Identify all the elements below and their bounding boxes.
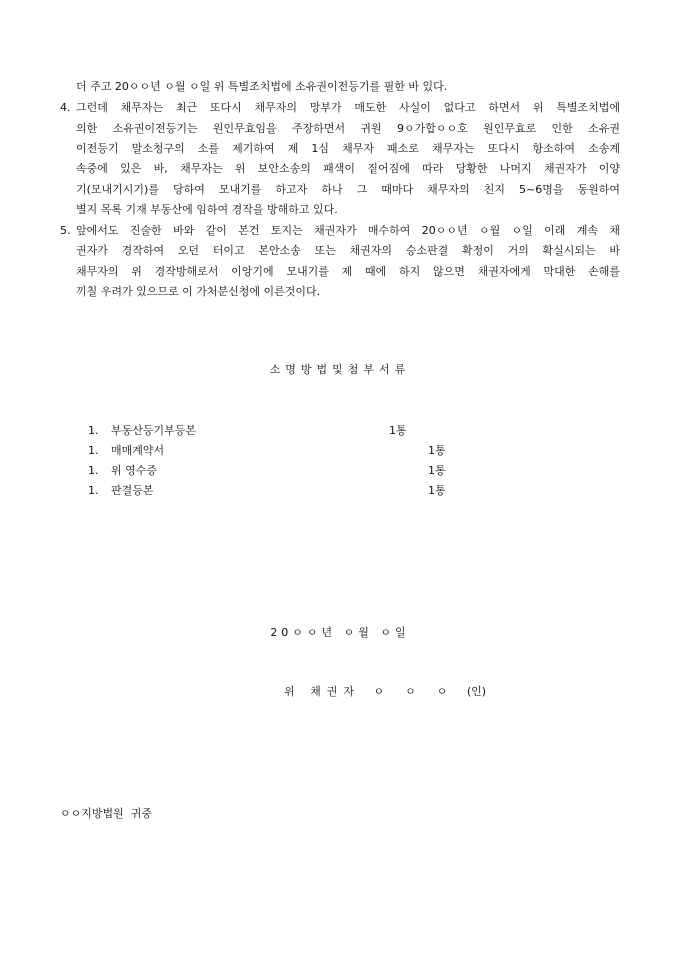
- attachment-name: 판결등본: [111, 484, 154, 497]
- attachment-count: 1통: [428, 464, 446, 477]
- attachment-name: 매매계약서: [111, 444, 165, 457]
- item-number-5: 5.: [60, 224, 71, 237]
- body-line-3: 의한 소유권이전등기는 원인무효임을 주장하면서 귀원 9ㅇ가합ㅇㅇ호 원인무효로 인한 소유권: [76, 122, 620, 135]
- signer-name: ㅇ ㅇ ㅇ: [373, 685, 448, 698]
- body-line-6: 기(모내기시기)를 당하여 모내기를 하고자 하나 그 때마다 채무자의 친지 5~6명을 동원하여: [76, 183, 620, 196]
- body-line-9: 권자가 경작하여 오던 터이고 본안소송 또는 채권자의 승소판결 확정이 거의 확실시되는 바: [76, 244, 620, 257]
- body-line-1: 더 주고 20ㅇㅇ년 ㅇ월 ㅇ일 위 특별조치법에 소유권이전등기를 필한 바 있다.: [76, 80, 448, 93]
- body-line-4: 이전등기 말소청구의 소를 제기하여 제 1심 채무자 패소로 채무자는 또다시 항소하여 소송계: [76, 142, 620, 155]
- court-addressee: ㅇㅇ지방법원 귀중: [60, 807, 153, 820]
- body-line-8: 앞에서도 진술한 바와 같이 본건 토지는 채권자가 매수하여 20ㅇㅇ년 ㅇ월 ㅇ일 이래 계속 채: [76, 224, 620, 237]
- attachment-count: 1통: [428, 444, 446, 457]
- signer-label: 위 채권자: [284, 685, 361, 698]
- attachment-number: 1.: [88, 464, 99, 477]
- attachment-number: 1.: [88, 444, 99, 457]
- attachment-count: 1통: [389, 424, 407, 437]
- attachment-number: 1.: [88, 484, 99, 497]
- item-number-4: 4.: [60, 101, 71, 114]
- attachments-heading: 소명방법및첨부서류: [269, 363, 411, 376]
- body-line-2: 그런데 채무자는 최근 또다시 채무자의 망부가 매도한 사실이 없다고 하면서 위 특별조치법에: [76, 101, 620, 114]
- filing-date: 20ㅇㅇ년 ㅇ월 ㅇ일: [270, 626, 410, 639]
- body-line-7: 별지 목록 기재 부동산에 임하여 경작을 방해하고 있다.: [76, 203, 338, 216]
- seal-mark: (인): [466, 685, 487, 698]
- body-line-5: 속중에 있은 바, 채무자는 위 보안소송의 패색이 짙어짐에 따라 당황한 나머지 채권자가 이양: [76, 162, 620, 175]
- body-line-10: 채무자의 위 경작방해로서 이앙기에 모내기를 제 때에 하지 않으면 채권자에게 막대한 손해를: [76, 265, 620, 278]
- attachment-name: 부동산등기부등본: [111, 424, 197, 437]
- signer-block: [284, 683, 486, 699]
- attachment-count: 1통: [428, 484, 446, 497]
- attachment-number: 1.: [88, 424, 99, 437]
- attachment-name: 위 영수증: [111, 464, 158, 477]
- body-line-11: 끼칠 우려가 있으므로 이 가처분신청에 이른것이다.: [76, 285, 321, 298]
